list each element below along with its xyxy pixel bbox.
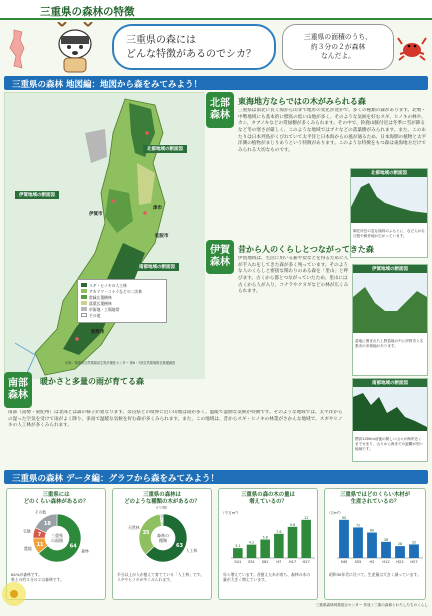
bar	[353, 527, 363, 558]
south-profile-chart	[353, 387, 427, 431]
bar-value-label: 12	[304, 515, 309, 520]
city-label-iga: 伊賀市	[89, 212, 103, 217]
donut-center-label: 種類	[159, 538, 167, 544]
forest-types-donut	[113, 506, 213, 568]
iga-region-badge: 伊賀 森林	[206, 240, 234, 274]
page-title: 三重県の森林の特徴	[40, 6, 135, 18]
city-label-matsusaka: 松阪市	[155, 234, 169, 239]
card-title: 三重県の森林は どのような種類の木があるの？	[124, 492, 200, 506]
bar-category-label: S45	[340, 560, 348, 565]
bar-value-label: 38	[383, 537, 389, 542]
bar-value-label: 3.1	[235, 544, 241, 549]
deer-mascot	[44, 22, 106, 74]
bar	[274, 534, 284, 558]
bar-category-label: H7	[276, 560, 282, 565]
forest-map	[5, 93, 205, 379]
north-heading: 東海地方ならではの木がみられる森	[238, 97, 366, 106]
south-cross-section: 南部地域の断面図 標高1000m前後の険しい山々が海岸近くまでせまり、山々から海までの距離が短い地域です。	[352, 378, 428, 462]
bar	[260, 540, 270, 558]
legend-item: 常緑広葉樹林	[81, 295, 163, 301]
legend-item: その他	[81, 313, 163, 319]
card-note: 半分以上が人が植えて育てている「人工林」です。スギやヒノキが多くみられます。	[117, 572, 205, 583]
slice-value-label: 7	[37, 532, 42, 539]
south-region-badge: 南部 森林	[4, 372, 32, 408]
bar	[301, 520, 311, 558]
bar-category-label: H27	[302, 560, 310, 565]
legend-item: 落葉広葉樹林	[81, 301, 163, 307]
bar	[395, 546, 405, 558]
bar-value-label: 7.6	[276, 529, 282, 534]
iga-profile-chart	[353, 273, 427, 333]
bar	[367, 533, 377, 558]
slice-category-label: その他	[34, 509, 47, 515]
slice-category-label: 森林	[81, 548, 89, 554]
axis-unit-label: （千万m³）	[221, 511, 241, 516]
stat-card-timber-production	[324, 488, 426, 600]
south-body: 南部（南勢・東紀州）は北部とは森の様子が異なります。奈良県との境界に近い山地は雨が多く、温暖で湿潤な気候が特徴です。そのような地域では、太平洋からの湿った空気を受けて雨がよく降り、多雨で温暖な気候を好む森が多くみられます。また、この地域は、昔からスギ・ヒノキの林業がさかんな地域で、スギやヒノキの人工林が多くみられます。	[8, 410, 343, 429]
bar	[409, 544, 419, 558]
answer-bubble	[282, 24, 394, 70]
north-profile-chart	[351, 177, 427, 223]
bar-category-label: S51	[248, 560, 255, 565]
card-title: 三重県ではどのくらい木材が 生産されているの？	[339, 492, 411, 506]
city-label-kumano: 熊野市	[91, 330, 105, 335]
bar	[381, 542, 391, 558]
slice-category-label: 農地	[24, 546, 32, 552]
forest-area-donut	[7, 506, 107, 568]
stat-card-forest-volume	[218, 488, 318, 600]
slice-value-label: 2	[160, 518, 164, 525]
bar-value-label: 9.8	[289, 522, 296, 527]
bar	[288, 527, 298, 558]
question-bubble	[112, 24, 276, 70]
donut-center-label: 三重県	[51, 533, 63, 539]
donut-center-label: 森林の	[157, 533, 169, 539]
card-note: 年々増えています。昔植えた木が育ち、森林の木の量が大きく増えています。	[223, 572, 311, 583]
slice-category-label: 天然林	[128, 525, 140, 531]
legend-item: アカマツ・コナラなどの二次林	[81, 289, 163, 295]
bar-value-label: 72	[355, 523, 361, 528]
card-note: 64%が森林です。 県土の約３分の２は森林です。	[11, 572, 64, 583]
flower-decoration	[0, 560, 40, 612]
bar-category-label: H17	[288, 560, 297, 565]
map-source: 出典：環境省自然環境局生物多様性センター 第6・7回自然環境保全基礎調査	[65, 361, 176, 365]
bar	[233, 548, 243, 558]
slice-category-label: 宅地	[22, 528, 31, 534]
answer-text: 三重県の面積のうち、 約３分の２が森林 なんだよ。	[304, 33, 372, 60]
map-label-iga: 伊賀地域の断面図	[15, 191, 59, 199]
bar	[339, 520, 349, 558]
bar-value-label: 5.8	[262, 535, 268, 540]
slice-value-label: 18	[43, 520, 51, 527]
bar-category-label: H12	[382, 560, 390, 565]
slice-value-label: 35	[142, 529, 150, 536]
bar-category-label: H22	[396, 560, 404, 565]
city-label-tsu: 津市	[153, 206, 162, 211]
north-cross-section: 北部地域の断面図 御在所岳の急な傾斜のふもとに、なだらかな丘陵や耕作地が広がっています。	[350, 168, 428, 258]
iga-cross-section: 伊賀地域の断面図 盆地に囲まれた上野盆地の中に伊賀市と名張市の市街地があります。	[352, 264, 428, 376]
card-title: 三重県の森の木の量は 増えているの？	[241, 492, 295, 506]
bar-value-label: 32	[411, 540, 417, 545]
donut-center-label: の面積	[51, 538, 63, 544]
bar-category-label: H2	[369, 560, 375, 565]
bar-category-label: S61	[261, 560, 269, 565]
legend-item: スギ・ヒノキの人工林	[81, 283, 163, 289]
bar-category-label: H27	[410, 560, 418, 565]
bar-value-label: 60	[369, 528, 375, 533]
map-label-north: 北部地域の断面図	[143, 145, 187, 153]
bar-value-label: 90	[341, 515, 347, 520]
map-panel	[4, 92, 204, 378]
map-section-band: 三重県の森林 地図編：地図から森をみてみよう！	[4, 76, 428, 90]
south-heading: 暖かさと多量の雨が育てる森	[40, 377, 144, 386]
data-section-band: 三重県の森林 データ編：グラフから森をみてみよう！	[4, 470, 428, 484]
slice-category-label: 人工林	[185, 547, 198, 553]
slice-value-label: 11	[36, 542, 44, 549]
bar	[247, 545, 257, 558]
crab-mascot	[396, 34, 428, 62]
bar-category-label: S55	[354, 560, 362, 565]
forest-volume-bar-chart	[219, 506, 319, 568]
page-header	[0, 0, 432, 20]
footer-credit: 三重県森林林業総合センター 作成 / 三重の森林とわたしたちのくらし	[315, 603, 428, 607]
legend-item: 市街地・工場地帯	[81, 307, 163, 313]
axis-unit-label: （万m³）	[327, 511, 343, 516]
slice-value-label: 63	[176, 543, 184, 550]
slice-category-label: その他	[155, 506, 167, 510]
question-text: 三重県の森には どんな特徴があるのでシカ？	[126, 35, 256, 60]
map-legend	[77, 279, 167, 323]
iga-heading: 昔から人のくらしとつながってきた森	[238, 245, 374, 254]
timber-production-bar-chart	[325, 506, 427, 568]
stat-card-forest-types	[112, 488, 212, 600]
north-body: 三重県は南北に長く海から山まで地形の変化が豊かで、多くの種類の森があります。北勢・中勢地域にも基本的に標高の低い山地が多く、そのような気候を好むスギ、ヒノキの林や、カシ、タブノキなどの常緑樹が多くみられます。その中で、鈴鹿山脈付近は冬季に雪が降るなど冬の寒さが厳しく、このような地域ではブナなどの落葉樹がみられます。また、このあたりは日本列島がくびれていて太平洋と日本海からの風が通るため、日本海側の植物と太平洋側の植物がまじりあうという特徴があります。このような特徴をもつ森は東海地方だけでみられる大切なものです。	[238, 108, 427, 153]
card-title: 三重県には どのくらい森林があるの？	[23, 492, 89, 506]
slice-value-label: 64	[69, 543, 77, 550]
bar-value-label: 4.2	[248, 540, 255, 545]
mie-pref-icon	[6, 28, 28, 70]
north-region-badge: 北部 森林	[206, 92, 234, 128]
bar-value-label: 28	[397, 542, 403, 547]
bar-category-label: S41	[234, 560, 242, 565]
iga-body: 伊賀地域は、生活に用いる薪や炭などを得るために人が手入れをしてきた森が多く残っています。そのような人のくらしと密接な関わりのある森を「里山」と呼びます。古くから都とつながっていたため、里山には古くから人が入り、コナラやクヌギなどの林が広くみられます。	[238, 256, 349, 295]
card-note: 昭和30年代に比べて、生産量は大きく減っています。	[329, 572, 421, 578]
map-label-south: 南部地域の断面図	[135, 263, 179, 271]
